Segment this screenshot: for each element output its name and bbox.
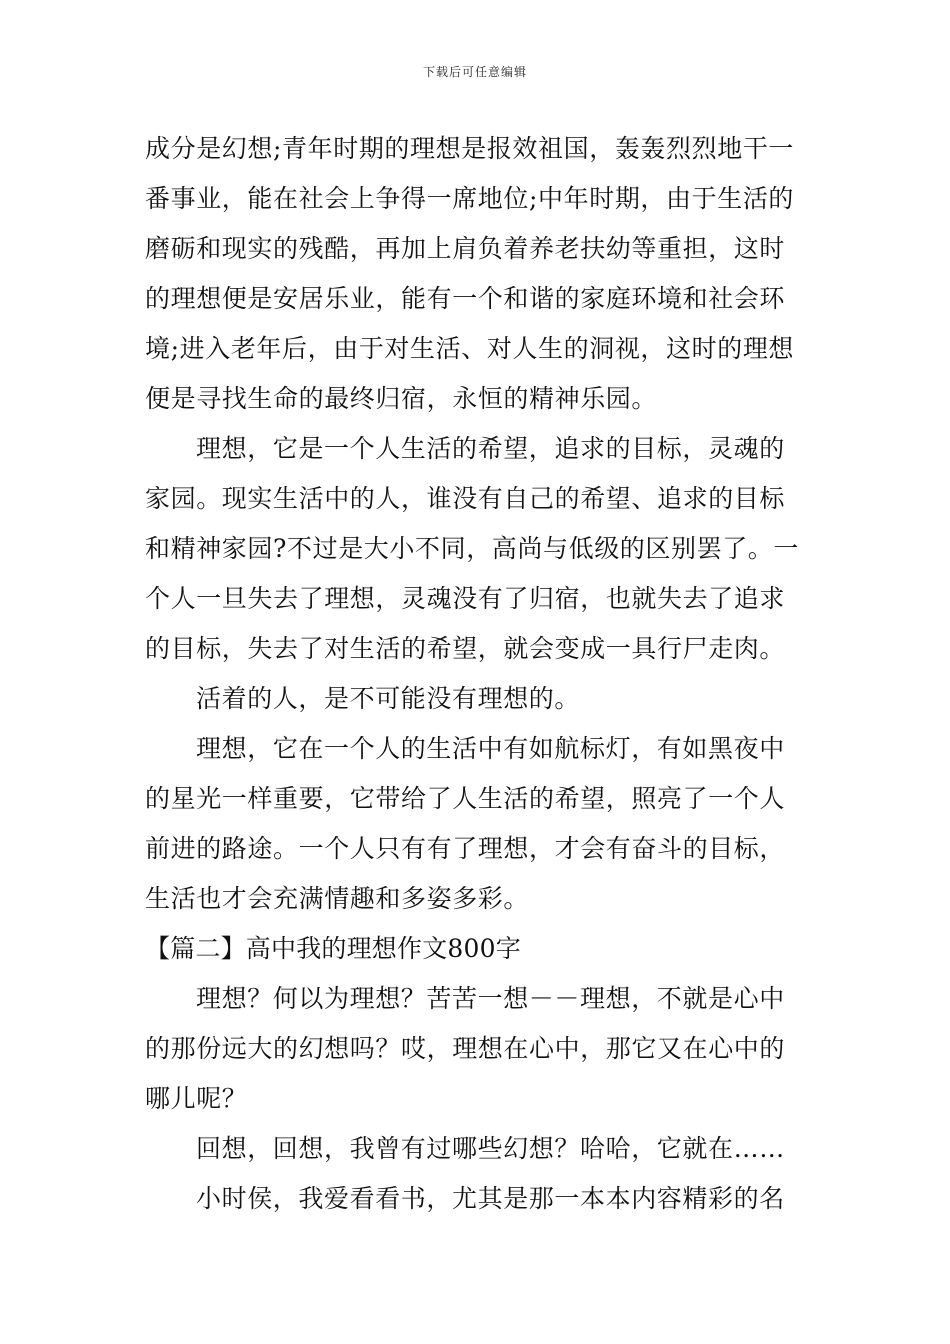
text-line: 的星光一样重要，它带给了人生活的希望，照亮了一个人	[145, 784, 786, 813]
text-line: 活着的人，是不可能没有理想的。	[196, 684, 581, 713]
text-line: 小时侯，我爱看看书，尤其是那一本本内容精彩的名	[196, 1184, 785, 1213]
text-line: 生活也才会充满情趣和多姿多彩。	[145, 884, 530, 913]
paragraph-ideal-hope	[145, 424, 810, 674]
text-line: 理想，它在一个人的生活中有如航标灯，有如黑夜中	[196, 734, 785, 763]
text-line: 哪儿呢？	[145, 1084, 248, 1113]
text-line: 回想，回想，我曾有过哪些幻想？哈哈，它就在……	[196, 1134, 785, 1163]
page-header-note: 下载后可任意编辑	[422, 65, 527, 79]
text-line: 便是寻找生命的最终归宿，永恒的精神乐园。	[145, 384, 658, 413]
text-line: 理想？何以为理想？苦苦一想－－理想，不就是心中	[196, 984, 785, 1013]
paragraph-recall	[145, 1124, 810, 1174]
text-line: 磨砺和现实的残酷，再加上肩负着养老扶幼等重担，这时	[145, 234, 786, 263]
section-title: 【篇二】高中我的理想作文800字	[145, 934, 521, 963]
text-line: 理想，它是一个人生活的希望，追求的目标，灵魂的	[196, 434, 785, 463]
text-line: 番事业，能在社会上争得一席地位;中年时期，由于生活的	[145, 184, 795, 213]
paragraph-what-is-ideal	[145, 974, 810, 1124]
paragraph-living-people	[145, 674, 810, 724]
text-line: 的那份远大的幻想吗？哎，理想在心中，那它又在心中的	[145, 1034, 786, 1063]
text-line: 的理想便是安居乐业，能有一个和谐的家庭环境和社会环	[145, 284, 786, 313]
paragraph-childhood	[145, 1174, 810, 1224]
text-line: 前进的路途。一个人只有有了理想，才会有奋斗的目标，	[145, 834, 786, 863]
paragraph-life-stages	[145, 124, 810, 424]
text-line: 成分是幻想;青年时期的理想是报效祖国，轰轰烈烈地干一	[145, 134, 795, 163]
text-line: 和精神家园?不过是大小不同，高尚与低级的区别罢了。一	[145, 534, 800, 563]
text-line: 的目标，失去了对生活的希望，就会变成一具行尸走肉。	[145, 634, 786, 663]
paragraph-beacon	[145, 724, 810, 924]
section-heading	[145, 924, 810, 974]
text-line: 家园。现实生活中的人，谁没有自己的希望、追求的目标	[145, 484, 786, 513]
document-body	[145, 124, 810, 1224]
text-line: 个人一旦失去了理想，灵魂没有了归宿，也就失去了追求	[145, 584, 786, 613]
text-line: 境;进入老年后，由于对生活、对人生的洞视，这时的理想	[145, 334, 795, 363]
